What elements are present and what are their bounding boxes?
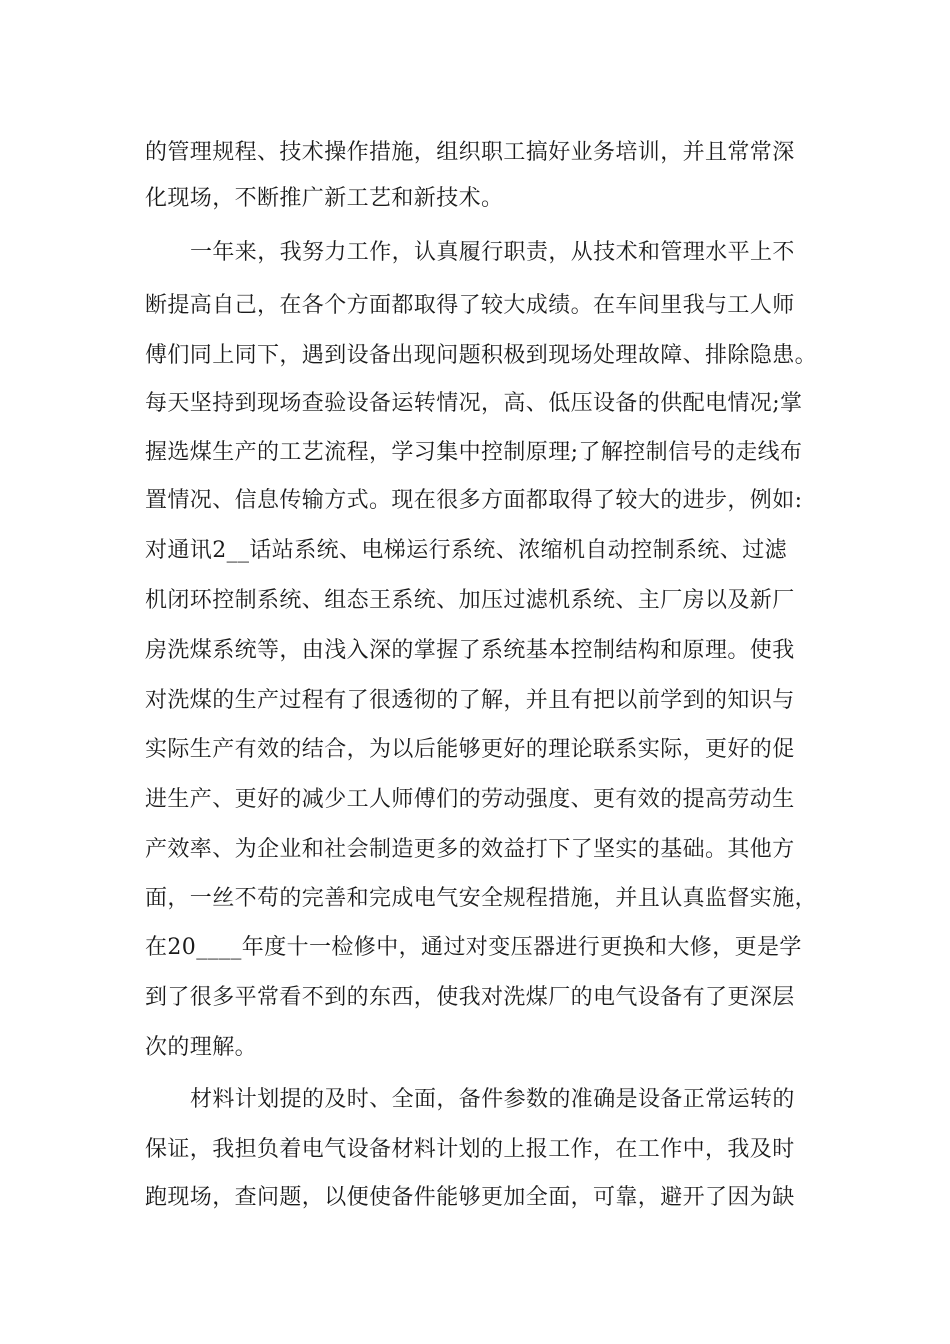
text-line: 房洗煤系统等，由浅入深的掌握了系统基本控制结构和原理。使我 — [145, 638, 795, 663]
text-line: 对洗煤的生产过程有了很透彻的了解，并且有把以前学到的知识与 — [145, 688, 795, 713]
text-line: 产效率、为企业和社会制造更多的效益打下了坚实的基础。其他方 — [145, 837, 795, 862]
text-line: 断提高自己，在各个方面都取得了较大成绩。在车间里我与工人师 — [145, 293, 795, 318]
text-line: 机闭环控制系统、组态王系统、加压过滤机系统、主厂房以及新厂 — [145, 588, 795, 613]
text-line: 到了很多平常看不到的东西，使我对洗煤厂的电气设备有了更深层 — [145, 985, 795, 1010]
text-line: 次的理解。 — [145, 1035, 258, 1060]
paragraph-start-line: 材料计划提的及时、全面，备件参数的准确是设备正常运转的 — [190, 1087, 795, 1112]
text-line: 的管理规程、技术操作措施，组织职工搞好业务培训，并且常常深 — [145, 140, 795, 165]
text-line: 握选煤生产的工艺流程，学习集中控制原理;了解控制信号的走线布 — [145, 440, 803, 465]
text-line: 面，一丝不苟的完善和完成电气安全规程措施，并且认真监督实施， — [145, 886, 818, 911]
paragraph-start-line: 一年来，我努力工作，认真履行职责，从技术和管理水平上不 — [190, 240, 795, 265]
text-line: 保证，我担负着电气设备材料计划的上报工作，在工作中，我及时 — [145, 1137, 795, 1162]
text-line: 在20____年度十一检修中，通过对变压器进行更换和大修，更是学 — [145, 935, 802, 960]
text-line: 每天坚持到现场查验设备运转情况，高、低压设备的供配电情况;掌 — [145, 391, 803, 416]
text-line: 对通讯2__话站系统、电梯运行系统、浓缩机自动控制系统、过滤 — [145, 538, 787, 563]
text-line: 置情况、信息传输方式。现在很多方面都取得了较大的进步，例如: — [145, 488, 803, 513]
text-line: 跑现场，查问题，以便使备件能够更加全面，可靠，避开了因为缺 — [145, 1185, 795, 1210]
text-line: 化现场，不断推广新工艺和新技术。 — [145, 186, 504, 211]
text-line: 傅们同上同下，遇到设备出现问题积极到现场处理故障、排除隐患。 — [145, 343, 818, 368]
text-line: 实际生产有效的结合，为以后能够更好的理论联系实际，更好的促 — [145, 737, 795, 762]
text-line: 进生产、更好的减少工人师傅们的劳动强度、更有效的提高劳动生 — [145, 787, 795, 812]
